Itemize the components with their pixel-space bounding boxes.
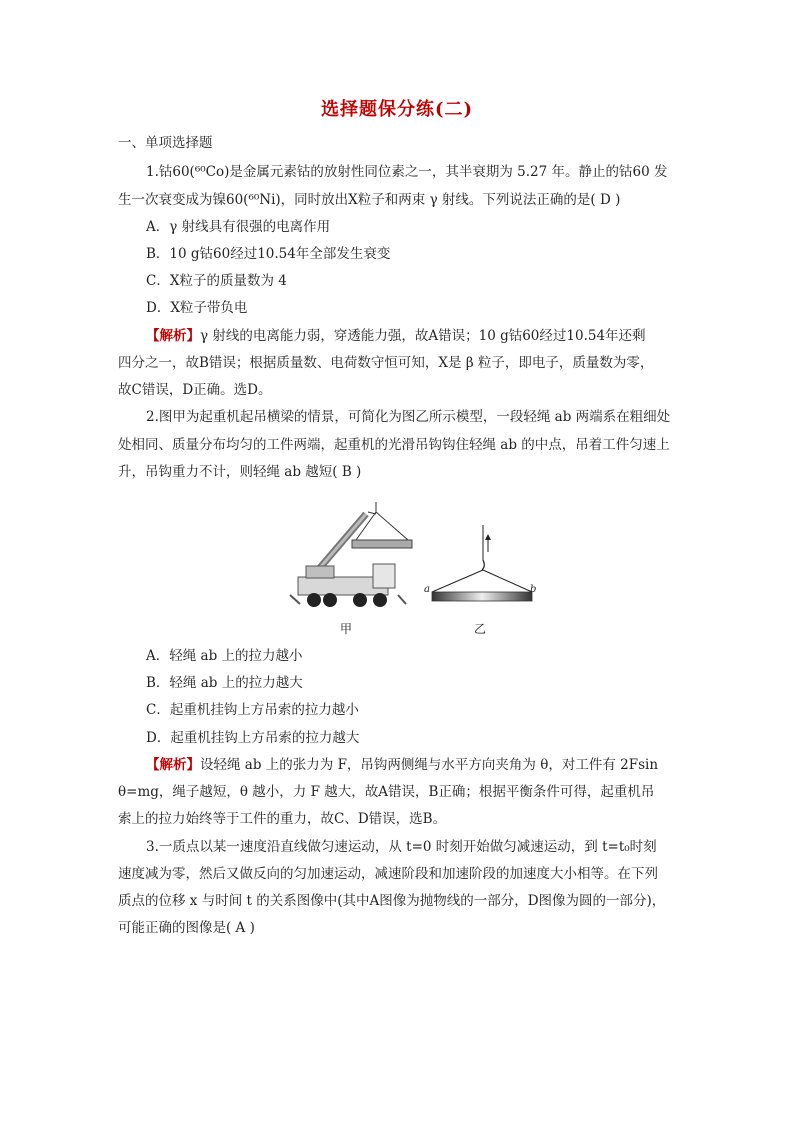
q1-option-a: A．γ 射线具有很强的电离作用 — [146, 219, 331, 235]
q2-analysis-text: 设轻绳 ab 上的张力为 F，吊钩两侧绳与水平方向夹角为 θ，对工件有 2Fsin — [200, 757, 659, 773]
q2-stem-line-2: 处相同、质量分布均匀的工件两端，起重机的光滑吊钩钩住轻绳 ab 的中点，吊着工件匀速上 — [118, 437, 670, 453]
q1-stem-line-2: 生一次衰变成为镍60(⁶⁰Ni)，同时放出X粒子和两束 γ 射线。下列说法正确的是( D ) — [118, 192, 621, 208]
crane-cab — [373, 564, 395, 588]
q2-option-d: D．起重机挂钩上方吊索的拉力越大 — [146, 730, 360, 746]
hook-icon — [482, 560, 484, 570]
q1-analysis-line-1 — [146, 326, 706, 346]
analysis-tag: 【解析】 — [146, 757, 200, 773]
rope-a-side — [432, 570, 483, 592]
q1-analysis-line-3: 故C错误，D正确。选D。 — [118, 382, 272, 398]
figure-label-jia: 甲 — [340, 622, 353, 636]
label-b: b — [530, 584, 537, 595]
q3-stem-line-1: 3.一质点以某一速度沿直线做匀速运动，从 t=0 时刻开始做匀减速运动，到 t=t₀时刻 — [146, 839, 657, 855]
q1-option-c: C．X粒子的质量数为 4 — [146, 273, 287, 289]
q1-option-b: B．10 g钴60经过10.54年全部发生衰变 — [146, 246, 391, 262]
q3-stem-line-3: 质点的位移 x 与时间 t 的关系图像中(其中A图像为抛物线的一部分，D图像为圆的一部分)， — [118, 893, 666, 909]
label-a: a — [424, 584, 430, 595]
crane-wheel — [307, 593, 321, 607]
crane-beam — [352, 540, 412, 548]
q1-stem-line-1: 1.钴60(⁶⁰Co)是金属元素钴的放射性同位素之一，其半衰期为 5.27 年。静止的钴60 发 — [146, 164, 668, 180]
rope-b-side — [483, 570, 532, 592]
q2-option-c: C．起重机挂钩上方吊索的拉力越小 — [146, 702, 359, 718]
q2-analysis-line-2: θ=mg，绳子越短，θ 越小，力 F 越大，故A错误，B正确；根据平衡条件可得，起重机吊 — [118, 784, 655, 800]
q2-option-b: B．轻绳 ab 上的拉力越大 — [146, 675, 303, 691]
section-heading: 一、单项选择题 — [118, 135, 213, 151]
q1-analysis-line-2: 四分之一，故B错误；根据质量数、电荷数守恒可知，X是 β 粒子，即电子，质量数为零， — [118, 355, 654, 371]
crane-wheel — [323, 593, 337, 607]
q2-stem-line-3: 升，吊钩重力不计，则轻绳 ab 越短( B ) — [118, 464, 362, 480]
q1-option-d: D．X粒子带负电 — [146, 300, 248, 316]
crane-wheel — [373, 593, 387, 607]
q2-stem-line-1: 2.图甲为起重机起吊横梁的情景，可简化为图乙所示模型，一段轻绳 ab 两端系在粗细处 — [146, 409, 671, 425]
q2-analysis-line-3: 索上的拉力始终等于工件的重力，故C、D错误，选B。 — [118, 811, 447, 827]
workpiece-beam — [432, 592, 532, 601]
q3-stem-line-4: 可能正确的图像是( A ) — [118, 920, 255, 936]
q2-option-a: A．轻绳 ab 上的拉力越小 — [146, 648, 303, 664]
crane-figure — [288, 492, 418, 617]
q3-stem-line-2: 速度减为零，然后又做反向的匀加速运动，减速阶段和加速阶段的加速度大小相等。在下列 — [118, 866, 658, 882]
figure-label-yi: 乙 — [474, 622, 487, 636]
model-figure — [420, 520, 545, 610]
crane-wheel — [353, 593, 367, 607]
analysis-tag: 【解析】 — [146, 328, 200, 344]
page-title: 选择题保分练(二) — [320, 99, 474, 120]
q2-analysis-line-1 — [146, 755, 706, 775]
q1-analysis-text: γ 射线的电离能力弱，穿透能力强，故A错误；10 g钴60经过10.54年还剩 — [200, 328, 646, 344]
